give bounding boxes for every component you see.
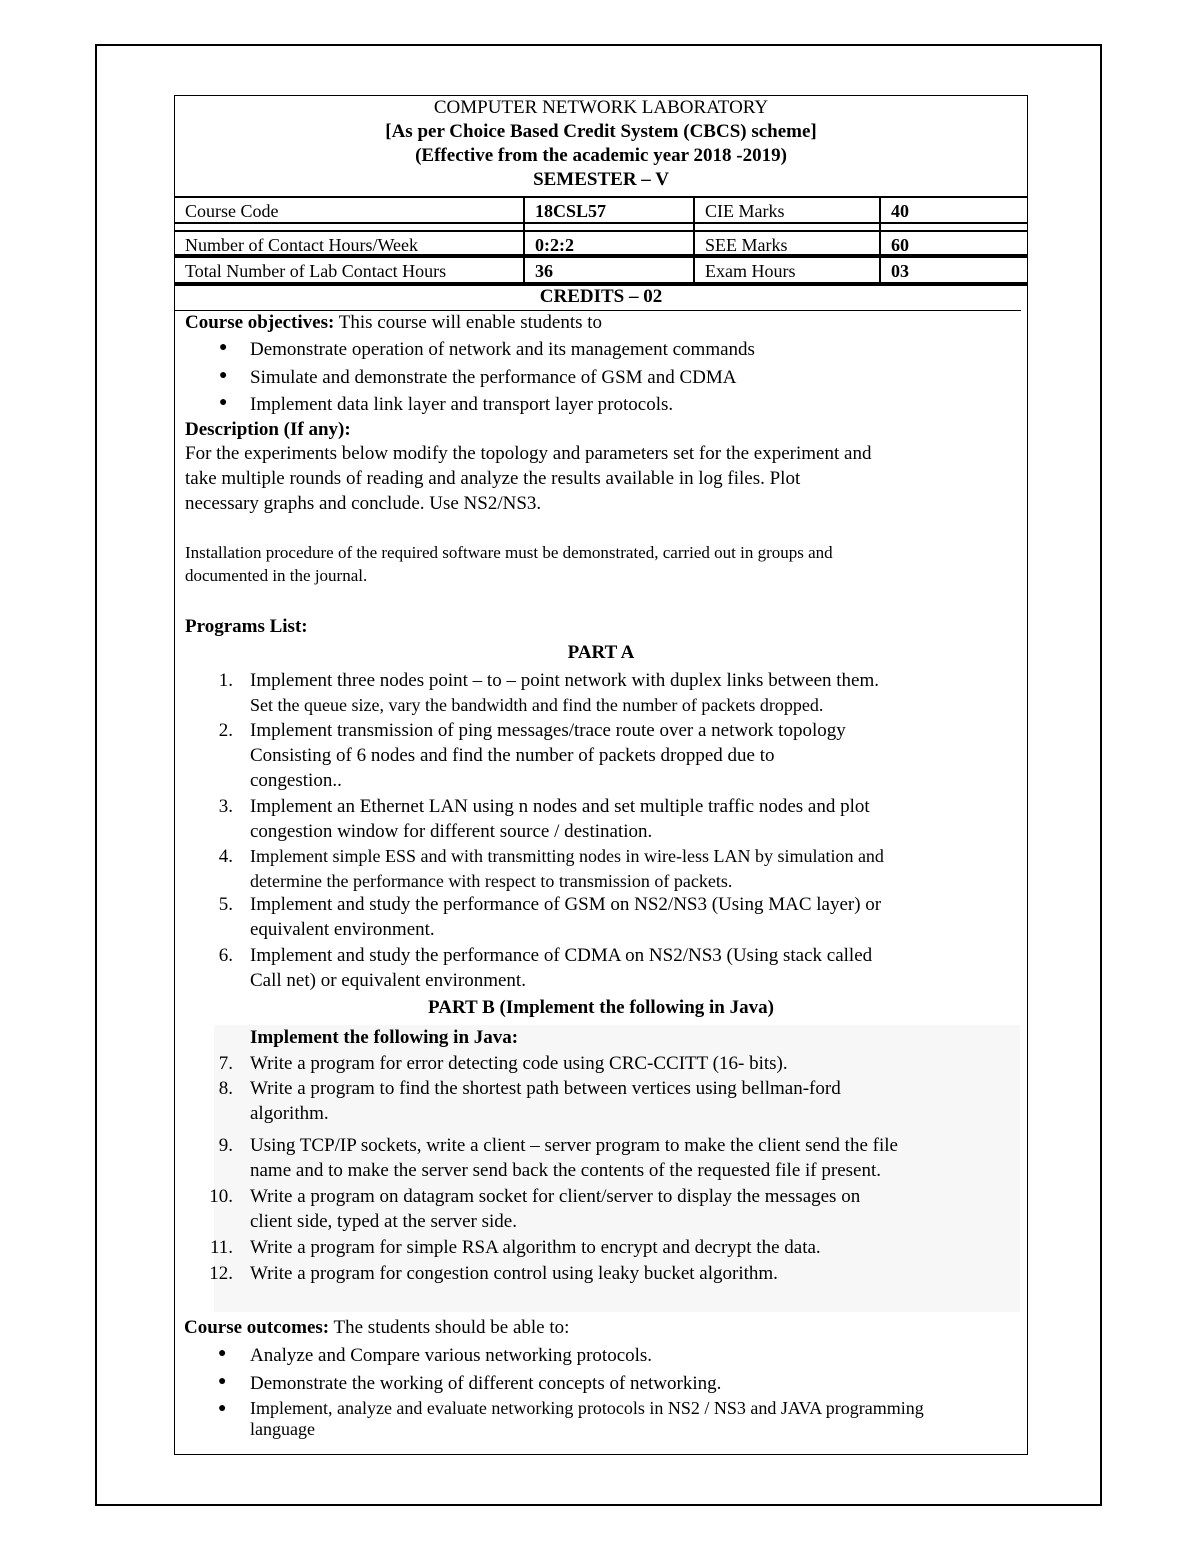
effective-line: (Effective from the academic year 2018 -2019) [415,145,787,166]
table-divider [879,196,881,284]
table-cell-label: Number of Contact Hours/Week [185,235,418,255]
list-item [250,1133,1010,1183]
list-item [250,794,1010,844]
installation-line: documented in the journal. [185,566,368,585]
outcome-item [250,1398,1025,1440]
table-cell-value: 03 [891,261,909,281]
table-cell-label: SEE Marks [705,235,788,255]
list-item-line: Set the queue size, vary the bandwidth and find the number of packets dropped. [250,695,824,715]
credits-line: CREDITS – 02 [539,286,663,307]
list-item-line: determine the performance with respect to transmission of packets. [250,871,733,891]
list-item-line: Write a program for simple RSA algorithm to encrypt and decrypt the data. [250,1237,821,1258]
description-line: necessary graphs and conclude. Use NS2/NS3. [185,493,542,514]
objectives-intro-text: This course will enable students to [334,312,603,333]
list-item [250,1235,1010,1260]
list-item-line: congestion window for different source / destination. [250,821,653,842]
list-number: 3. [218,796,233,817]
bullet-icon: ● [218,1374,227,1389]
part-b-heading: PART B (Implement the following in Java) [428,997,774,1018]
bullet-icon: ● [219,395,228,410]
list-item-line: Implement an Ethernet LAN using n nodes and set multiple traffic nodes and plot [250,796,870,817]
objective-item: Simulate and demonstrate the performance of GSM and CDMA [250,367,737,388]
list-item-line: Write a program for error detecting code using CRC-CCITT (16- bits). [250,1053,788,1074]
description-heading: Description (If any): [185,419,351,440]
list-number: 9. [218,1135,233,1156]
bullet-icon: ● [218,1401,227,1416]
list-number: 5. [218,894,233,915]
outcome-item: Analyze and Compare various networking protocols. [250,1345,653,1366]
list-item-line: Implement transmission of ping messages/trace route over a network topology [250,720,846,741]
list-number: 4. [218,846,233,867]
list-item-line: algorithm. [250,1103,329,1124]
table-row [175,230,1027,256]
list-item-line: Implement simple ESS and with transmitting nodes in wire-less LAN by simulation and [250,846,884,866]
list-item-line: Implement and study the performance of GSM on NS2/NS3 (Using MAC layer) or [250,894,882,915]
list-number: 11. [209,1237,233,1258]
objectives-intro [185,310,1015,335]
semester-line: SEMESTER – V [533,169,669,190]
outcomes-intro-text: The students should be able to: [329,1317,570,1338]
list-item-line: congestion.. [250,770,342,791]
list-item [250,844,1010,894]
list-item-line: client side, typed at the server side. [250,1211,517,1232]
list-item [250,943,1010,993]
table-cell-label: Course Code [185,201,279,221]
list-item [250,1051,1010,1076]
table-row [175,198,1027,224]
objective-item: Demonstrate operation of network and its management commands [250,339,755,360]
table-row [175,256,1027,284]
table-cell-value: 0:2:2 [535,235,574,255]
description-line: take multiple rounds of reading and analyze the results available in log files. Plot [185,468,801,489]
table-cell-value: 36 [535,261,553,281]
list-number: 6. [218,945,233,966]
installation-note [185,541,1025,587]
table-cell-value: 40 [891,201,909,221]
part-a-heading: PART A [567,642,635,663]
table-divider [693,196,695,284]
outcome-item: Demonstrate the working of different concepts of networking. [250,1373,722,1394]
description-text [185,441,1025,516]
list-item-line: name and to make the server send back the contents of the requested file if present. [250,1160,881,1181]
list-item [250,1184,1010,1234]
list-item-line: Call net) or equivalent environment. [250,970,526,991]
table-cell-value: 60 [891,235,909,255]
list-item-line: Implement three nodes point – to – point network with duplex links between them. [250,670,879,691]
programs-heading: Programs List: [185,616,308,637]
table-cell-label: Total Number of Lab Contact Hours [185,261,447,281]
description-line: For the experiments below modify the topology and parameters set for the experiment and [185,443,872,464]
list-number: 10. [209,1186,233,1207]
list-item [250,892,1010,942]
list-item-line: Implement and study the performance of CDMA on NS2/NS3 (Using stack called [250,945,873,966]
list-item-line: equivalent environment. [250,919,435,940]
list-item [250,1261,1010,1286]
list-number: 12. [209,1263,233,1284]
bullet-icon: ● [219,368,228,383]
outcomes-heading: Course outcomes: [184,1317,330,1338]
objectives-heading: Course objectives: [185,312,335,333]
table-divider [523,196,525,284]
bullet-icon: ● [218,1346,227,1361]
course-title: COMPUTER NETWORK LABORATORY [433,97,769,118]
outcome-line: Implement, analyze and evaluate networking protocols in NS2 / NS3 and JAVA programming [250,1398,924,1418]
list-item-line: Using TCP/IP sockets, write a client – server program to make the client send the file [250,1135,898,1156]
list-item [250,718,1010,793]
list-item [250,668,1010,718]
scheme-line: [As per Choice Based Credit System (CBCS) scheme] [385,121,817,142]
bullet-icon: ● [219,340,228,355]
list-number: 7. [218,1053,233,1074]
list-number: 1. [218,670,233,691]
table-cell-label: Exam Hours [705,261,796,281]
objective-item: Implement data link layer and transport layer protocols. [250,394,674,415]
list-item-line: Consisting of 6 nodes and find the number of packets dropped due to [250,745,775,766]
list-number: 2. [218,720,233,741]
list-item-line: Write a program on datagram socket for client/server to display the messages on [250,1186,861,1207]
outcomes-intro [184,1315,1014,1340]
list-item-line: Write a program for congestion control using leaky bucket algorithm. [250,1263,778,1284]
list-number: 8. [218,1078,233,1099]
list-item-line: Write a program to find the shortest path between vertices using bellman-ford [250,1078,841,1099]
table-cell-label: CIE Marks [705,201,785,221]
syllabus-header [175,96,1027,192]
outcome-line: language [250,1419,315,1439]
installation-line: Installation procedure of the required software must be demonstrated, carried out in groups and [185,543,833,562]
table-cell-value: 18CSL57 [535,201,607,221]
list-item [250,1076,1010,1126]
part-b-subheading: Implement the following in Java: [250,1027,519,1048]
